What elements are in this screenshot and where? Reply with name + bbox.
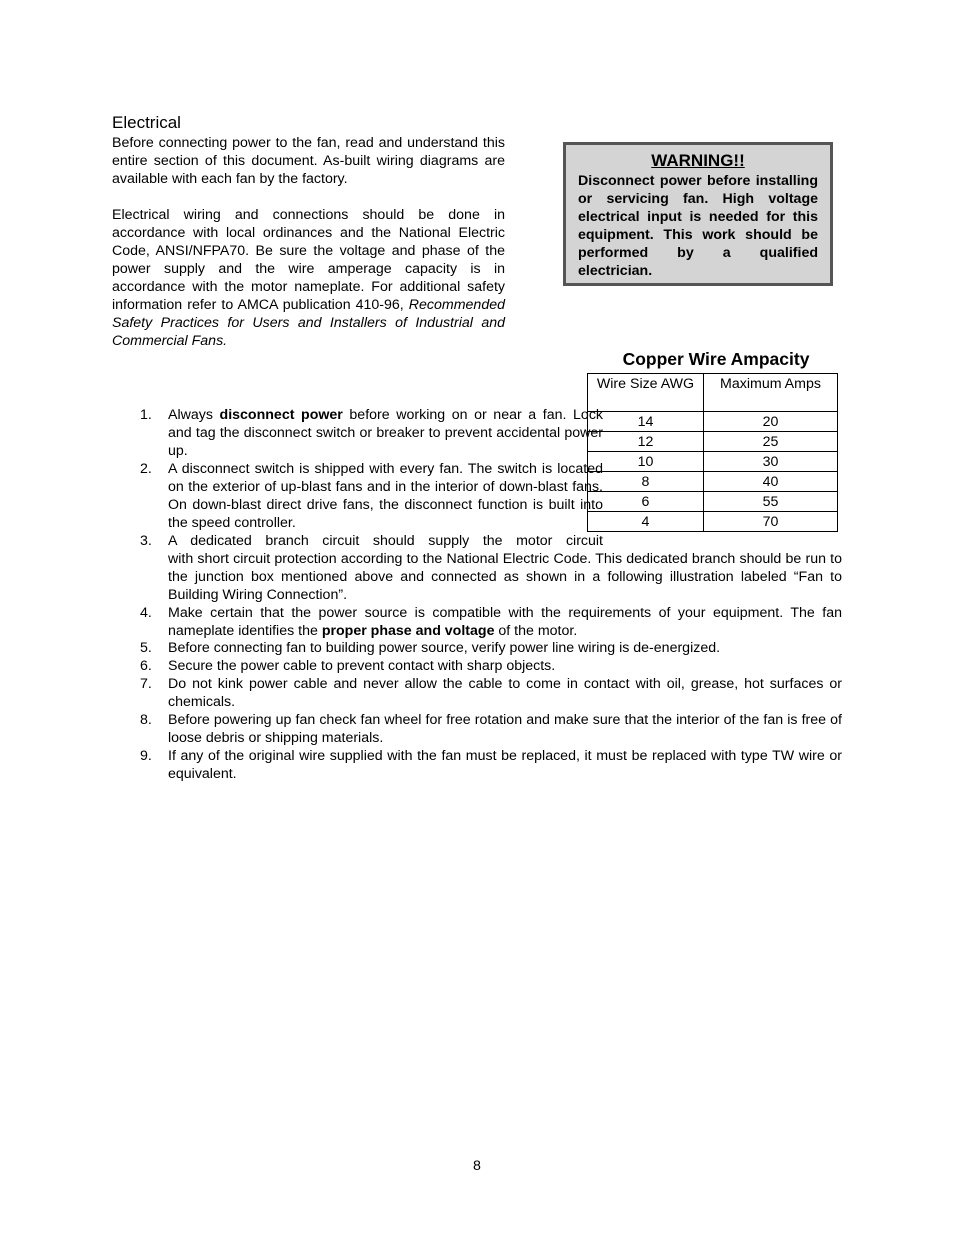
list-item-text [168,604,842,640]
intro-publication-title: Recommended Safety Practices for Users and Installers of Industrial and Commercial Fans. [112,297,505,349]
list-item-text: Secure the power cable to prevent contact with sharp objects. [168,658,556,674]
list-item-text: If any of the original wire supplied with the fan must be replaced, it must be replaced with type TW wire or equivalent. [168,748,842,782]
header-maximum-amps: Maximum Amps [704,374,838,412]
max-amps-cell: 40 [704,472,838,492]
intro-paragraph-2 [112,206,505,350]
list-text: Make certain that the power source is compatible with the requirements of your equipment. The fan nameplate identifies the [168,605,842,639]
list-item-text: Before connecting fan to building power source, verify power line wiring is de-energized. [168,640,721,656]
wire-size-cell: 6 [588,492,704,512]
list-item [140,532,842,604]
list-item [140,604,842,640]
page-number: 8 [473,1158,481,1174]
list-number: 1. [140,407,152,423]
intro-text [112,134,505,350]
warning-title: WARNING!! [651,151,745,170]
list-item-text [168,406,603,460]
max-amps-cell: 20 [704,412,838,432]
list-item [140,711,842,747]
list-item-text: Before powering up fan check fan wheel for free rotation and make sure that the interior of the fan is free of loose debris or shipping materials. [168,712,842,746]
list-number: 2. [140,461,152,477]
wire-size-cell: 12 [588,432,704,452]
list-text: Always [168,407,220,423]
list-item-text: Do not kink power cable and never allow the cable to come in contact with oil, grease, hot surfaces or chemicals. [168,676,842,710]
list-bold-text: proper phase and voltage [321,623,495,639]
list-number: 7. [140,676,152,692]
warning-body: Disconnect power before installing or servicing fan. High voltage electrical input is needed for this equipment. This work should be performed by a qualified electrician. [578,173,818,279]
ampacity-table-title: Copper Wire Ampacity [622,349,810,369]
max-amps-cell: 25 [704,432,838,452]
list-item [140,639,842,657]
list-item [140,675,842,711]
wire-size-cell: 4 [588,512,704,532]
list-bold-text: disconnect power [219,407,343,423]
list-item-text: A disconnect switch is shipped with every fan. The switch is located on the exterior of up-blast fans and in the interior of down-blast fans. On down-blast direct drive fans, the disconnect function is built into the speed controller. [168,461,603,531]
list-number: 3. [140,533,152,549]
list-number: 5. [140,640,152,656]
list-text: before working on or near a fan. Lock and tag the disconnect switch or breaker to prevent accidental power up. [168,407,604,459]
intro-paragraph-2-text: Electrical wiring and connections should be done in accordance with local ordinances and the National Electric Code, ANSI/NFPA70. Be sure the voltage and phase of the power supply and the wire amperage capacity is in accordance with the motor nameplate. For additional safety information refer to AMCA publication 410-96, [112,207,505,313]
list-text: of the motor. [494,623,578,639]
wire-size-cell: 8 [588,472,704,492]
intro-paragraph-1: Before connecting power to the fan, read and understand this entire section of this document. As-built wiring diagrams are available with each fan by the factory. [112,135,505,187]
list-item [140,747,842,783]
wire-size-cell: 14 [588,412,704,432]
list-item-text [168,532,842,604]
list-number: 4. [140,605,152,621]
max-amps-cell: 30 [704,452,838,472]
wire-size-cell: 10 [588,452,704,472]
list-item [140,406,842,460]
max-amps-cell: 70 [704,512,838,532]
list-number: 6. [140,658,152,674]
section-title: Electrical [112,113,181,132]
list-number: 9. [140,748,152,764]
list-number: 8. [140,712,152,728]
list-item [140,657,842,675]
list-text: A dedicated branch circuit should supply the motor circuit [168,533,603,549]
list-text: with short circuit protection according to the National Electric Code. This dedicated branch should be run to the junction box mentioned above and connected as shown in a following illustration labeled “Fan to Building Wiring Connection”. [168,551,842,603]
header-wire-size: Wire Size AWG [588,374,704,412]
list-item [140,460,842,532]
max-amps-cell: 55 [704,492,838,512]
warning-box [563,142,833,286]
